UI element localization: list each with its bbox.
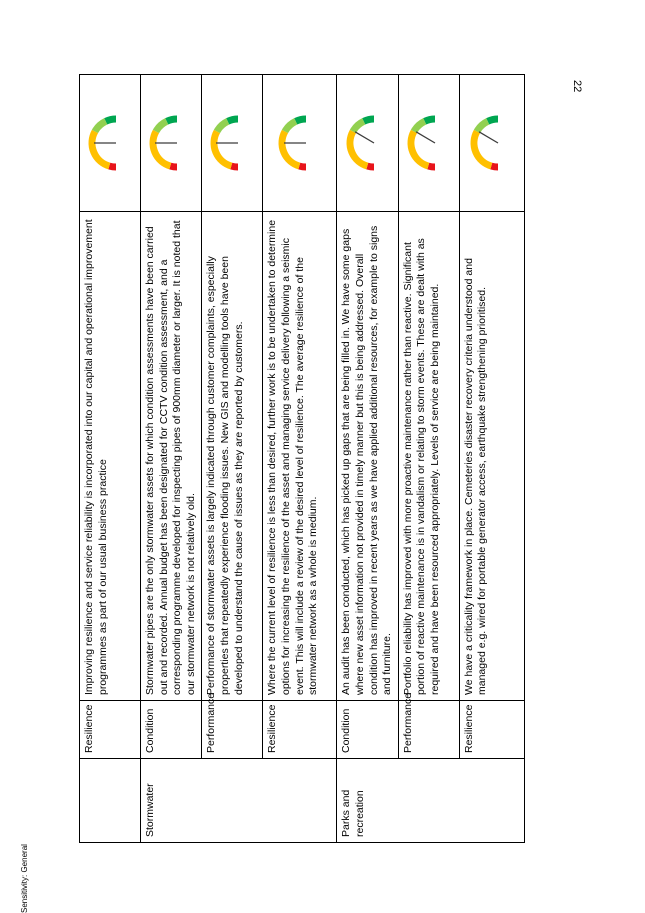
category-cell: Condition — [141, 701, 202, 759]
category-cell: Condition — [337, 701, 398, 759]
gauge-light-green-segment — [285, 121, 296, 131]
gauge-amber-segment — [214, 131, 231, 166]
table-row — [80, 75, 141, 843]
table-row — [202, 75, 263, 843]
gauge-amber-segment — [282, 131, 299, 166]
gauge-amber-segment — [411, 131, 428, 166]
gauge-red-segment — [428, 166, 435, 167]
category-cell: Performance — [398, 701, 459, 759]
gauge-amber-segment — [92, 131, 109, 166]
gauge-red-segment — [299, 166, 306, 167]
gauge-cell — [80, 75, 141, 212]
table-row — [141, 75, 202, 843]
gauge-light-green-segment — [95, 121, 106, 131]
gauge-icon — [462, 113, 522, 173]
assessment-table-rotated — [79, 75, 506, 843]
category-cell: Resilience — [459, 701, 524, 759]
gauge-green-segment — [167, 119, 177, 121]
table-row — [337, 75, 398, 843]
gauge-red-segment — [109, 166, 116, 167]
gauge-needle — [355, 132, 374, 143]
description-cell: An audit has been conducted, which has picked up gaps that are being filled in. We have some gaps where new asset information not provided in timely manner but this is being addressed. Overall condition has improved in recent years as we have applied additional resources, for example to signs and furniture. — [337, 212, 398, 701]
description-cell: Portfolio reliability has improved with more proactive maintenance rather than reactive. Significant portion of reactive maintenance is in vandalism or relating to storm events. These are dealt with as required and have been resourced appropriately. Levels of service are being maintained. — [398, 212, 459, 701]
gauge-green-segment — [106, 119, 116, 121]
gauge-light-green-segment — [414, 121, 425, 131]
category-cell: Resilience — [263, 701, 337, 759]
gauge-needle — [416, 132, 435, 143]
gauge-amber-segment — [153, 131, 170, 166]
gauge-cell — [398, 75, 459, 212]
gauge-light-green-segment — [477, 121, 488, 131]
table-row — [263, 75, 337, 843]
description-cell: Stormwater pipes are the only stormwater assets for which condition assessments have been carried out and recorded. Annual budget has been designated for CCTV condition assessment, and a corresponding programme developed for inspecting pipes of 900mm diameter or larger. It is noted that our stormwater network is not relatively old. — [141, 212, 202, 701]
gauge-amber-segment — [474, 131, 491, 166]
gauge-amber-segment — [350, 131, 367, 166]
gauge-cell — [459, 75, 524, 212]
category-cell: Performance — [202, 701, 263, 759]
description-cell: We have a criticality framework in place. Cemeteries disaster recovery criteria understood and managed e.g. wired for portable generator access, earthquake strengthening prioritised. — [459, 212, 524, 701]
gauge-icon — [270, 113, 330, 173]
gauge-red-segment — [170, 166, 177, 167]
gauge-light-green-segment — [353, 121, 364, 131]
gauge-green-segment — [425, 119, 435, 121]
description-cell: Improving resilience and service reliability is incorporated into our capital and operational improvement programmes as part of our usual business practice — [80, 212, 141, 701]
gauge-icon — [399, 113, 459, 173]
gauge-cell — [141, 75, 202, 212]
gauge-needle — [479, 132, 498, 143]
gauge-red-segment — [491, 166, 498, 167]
gauge-cell — [263, 75, 337, 212]
gauge-light-green-segment — [156, 121, 167, 131]
gauge-icon — [80, 113, 140, 173]
category-cell: Resilience — [80, 701, 141, 759]
gauge-light-green-segment — [217, 121, 228, 131]
gauge-green-segment — [363, 119, 373, 121]
gauge-cell — [202, 75, 263, 212]
gauge-cell — [337, 75, 398, 212]
page-number: 22 — [571, 80, 583, 93]
description-cell: Performance of stormwater assets is largely indicated through customer complaints, especially properties that repeatedly experience flooding issues. New GIS and modelling tools have been developed to understand the cause of issues as they are reported by customers. — [202, 212, 263, 701]
asset-cell: Stormwater — [141, 759, 337, 843]
description-cell: Where the current level of resilience is less than desired, further work is to be undertaken to determine options for increasing the resilience of the asset and managing service delivery following a seismic event. This will include a review of the desired level of resilience. The average resilience of the stormwater network as a whole is medium. — [263, 212, 337, 701]
gauge-icon — [338, 113, 398, 173]
asset-cell: Parks and recreation — [337, 759, 524, 843]
gauge-icon — [141, 113, 201, 173]
gauge-green-segment — [228, 119, 238, 121]
asset-cell — [80, 759, 141, 843]
gauge-red-segment — [232, 166, 239, 167]
gauge-green-segment — [296, 119, 306, 121]
gauge-red-segment — [367, 166, 374, 167]
assessment-table — [79, 74, 525, 843]
table-row — [459, 75, 524, 843]
gauge-icon — [202, 113, 262, 173]
gauge-green-segment — [488, 119, 498, 121]
table-row — [398, 75, 459, 843]
sensitivity-label: Sensitivity: General — [20, 844, 29, 913]
